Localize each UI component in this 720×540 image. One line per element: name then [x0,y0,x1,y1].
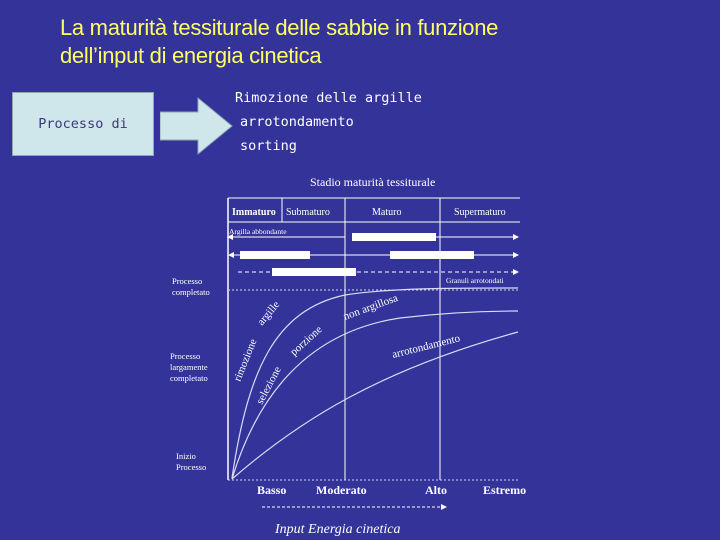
label-abundant-clay: Argilla abbondante [229,227,287,236]
curve-sorting [232,311,518,479]
y-label-start-1: Inizio [176,451,196,461]
y-label-largely-1: Processo [170,351,201,361]
diagram-title: Stadio maturità tessiturale [310,175,436,189]
stage-immature: Immaturo [232,207,276,218]
curve-rounding [232,332,518,479]
title-line-1: La maturità tessiturale delle sabbie in funzione [60,15,499,40]
process-box-label: Processo di [38,116,128,132]
x-axis-labels [257,483,526,497]
curve-labels [232,292,462,406]
svg-text:completato [172,287,210,297]
y-label-complete-2: completato [172,287,210,297]
y-label-largely-3: completato [170,373,208,383]
effect-sorting: sorting [240,138,297,154]
x-label-moderate: Moderato [316,483,367,497]
svg-text:Processo [170,351,200,361]
x-label-extreme: Estremo [483,483,527,497]
stage-submature: Submaturo [286,207,330,218]
title-line-2: dell’input di energia cinetica [60,43,322,68]
label-porzione: porzione [287,323,325,359]
svg-text:Processo [172,276,202,286]
stage-mature: Maturo [372,207,402,218]
label-rimozione: rimozione [231,337,260,384]
label-selezione: selezione [254,364,284,407]
y-label-complete-1: Processo [172,276,203,286]
stage-supermature: Supermaturo [454,207,506,218]
x-label-high: Alto [425,483,447,497]
y-axis-labels [170,276,210,472]
x-axis-title: Input Energia cinetica [275,522,401,537]
y-label-largely-2: largamente [170,362,208,372]
effect-rounding: arrotondamento [240,114,354,130]
svg-text:Processo [176,462,206,472]
range-bars [228,233,518,276]
label-non-argillosa: non argillosa [341,292,400,323]
svg-text:completato [170,373,208,383]
svg-text:Inizio [176,451,196,461]
label-argille: argille [255,298,283,328]
y-label-start-2: Processo [176,462,207,472]
x-label-low: Basso [257,483,287,497]
label-arrotondamento: arrotondamento [390,332,462,361]
svg-text:largamente [170,362,208,372]
effect-clay-removal: Rimozione delle argille [235,90,422,106]
label-rounded-grains: Granuli arrotondati [446,276,504,285]
